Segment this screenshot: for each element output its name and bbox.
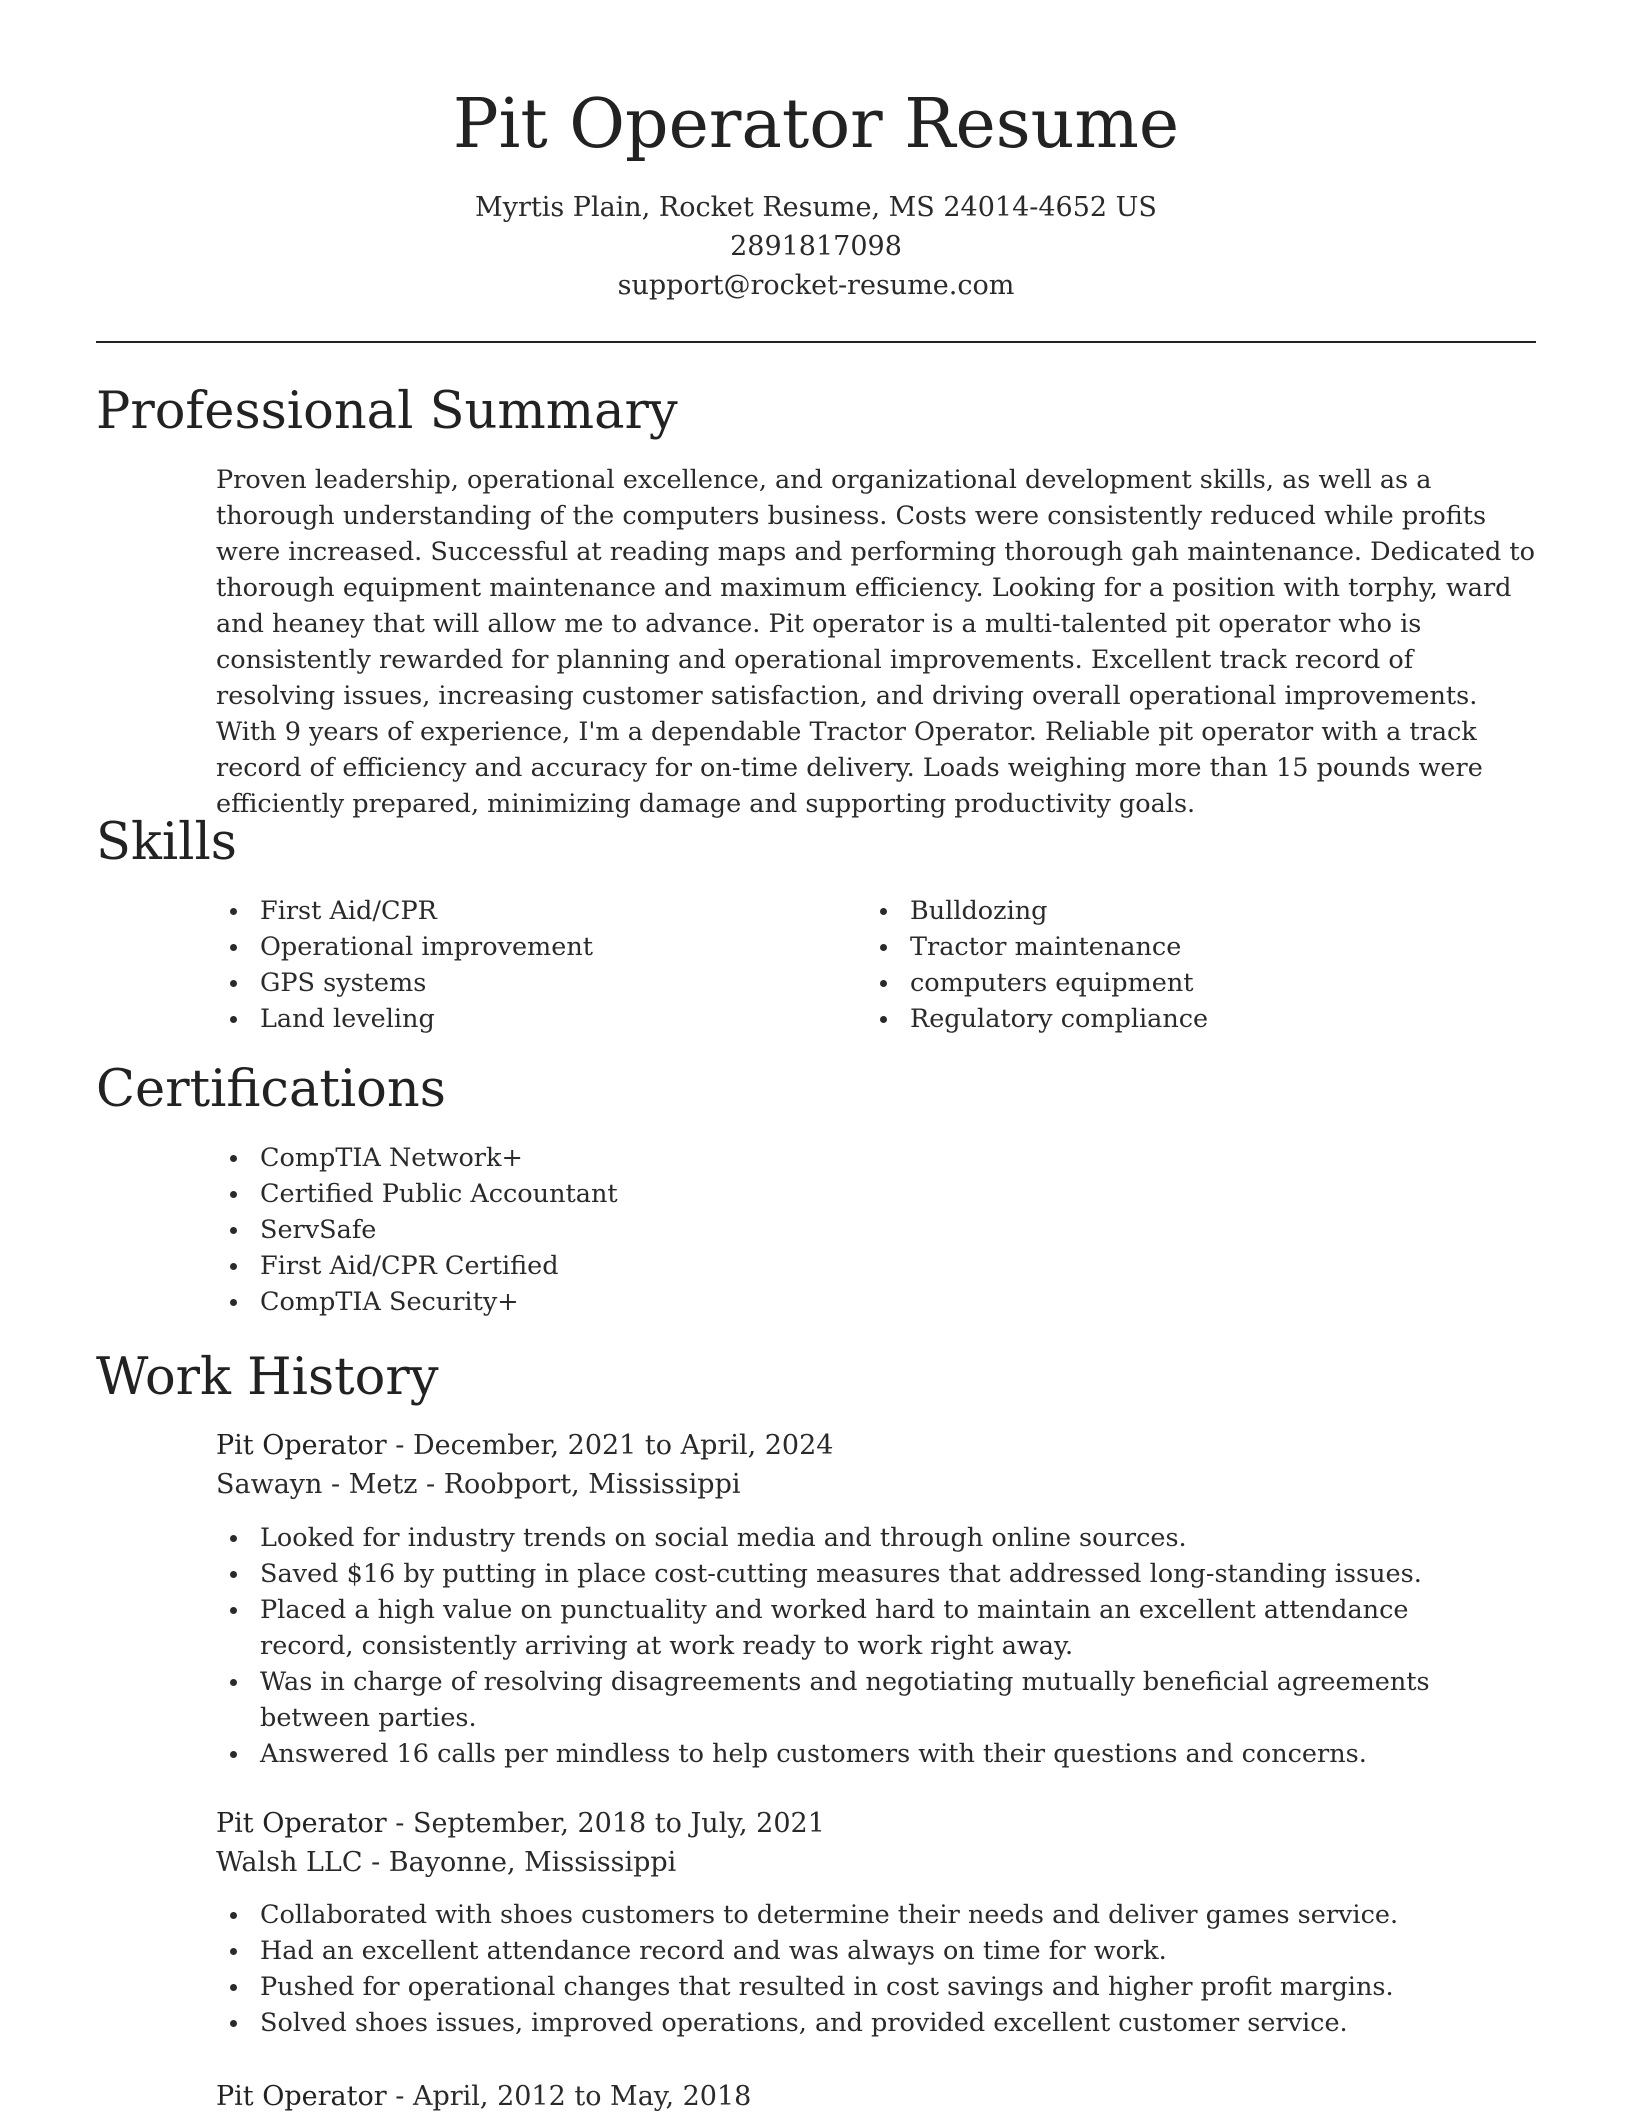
job-company: Sawayn - Metz - Roobport, Mississippi (216, 1469, 741, 1500)
list-item: computers equipment (866, 965, 1506, 1001)
list-item: Pushed for operational changes that resulted in cost savings and higher profit margins. (216, 1969, 1506, 2005)
list-item: Looked for industry trends on social media and through online sources. (216, 1520, 1506, 1556)
job-role: Pit Operator (216, 1808, 387, 1839)
job-dates: - December, 2021 to April, 2024 (386, 1430, 834, 1461)
list-item: Solved shoes issues, improved operations, and provided excellent customer service. (216, 2005, 1506, 2041)
job-bullets (216, 1520, 1506, 1772)
job-company: Walsh LLC - Bayonne, Mississippi (216, 1847, 677, 1878)
skills-list-left (216, 893, 856, 1037)
list-item: CompTIA Network+ (216, 1140, 1216, 1176)
job-header (216, 1804, 1536, 1882)
contact-address: Myrtis Plain, Rocket Resume, MS 24014-4652 US (475, 192, 1157, 223)
job-title-line (216, 1804, 1536, 1843)
section-title-work-history: Work History (96, 1348, 439, 1407)
job-bullets (216, 1897, 1506, 2041)
section-title-skills: Skills (96, 813, 237, 872)
resume-header (0, 80, 1632, 305)
job-title-line (216, 2077, 1536, 2116)
job-role: Pit Operator (216, 1430, 387, 1461)
list-item: Operational improvement (216, 929, 856, 965)
list-item: Bulldozing (866, 893, 1506, 929)
skills-list-right (866, 893, 1506, 1037)
list-item: Tractor maintenance (866, 929, 1506, 965)
job-dates: - September, 2018 to July, 2021 (386, 1808, 825, 1839)
contact-phone: 2891817098 (730, 231, 902, 262)
job-title-line (216, 1426, 1536, 1465)
header-divider (96, 341, 1536, 343)
list-item: ServSafe (216, 1212, 1216, 1248)
job-dates: - April, 2012 to May, 2018 (386, 2081, 752, 2112)
list-item: Collaborated with shoes customers to determine their needs and deliver games service. (216, 1897, 1506, 1933)
section-title-certifications: Certifications (96, 1060, 446, 1119)
section-title-summary: Professional Summary (96, 382, 678, 441)
list-item: First Aid/CPR (216, 893, 856, 929)
list-item: Saved $16 by putting in place cost-cutting measures that addressed long-standing issues. (216, 1556, 1506, 1592)
list-item: Had an excellent attendance record and was always on time for work. (216, 1933, 1506, 1969)
job-header (216, 2077, 1536, 2116)
resume-title: Pit Operator Resume (452, 85, 1180, 164)
list-item: Placed a high value on punctuality and worked hard to maintain an excellent attendance record, consistently arriving at work ready to work right away. (216, 1592, 1506, 1664)
summary-text: Proven leadership, operational excellence, and organizational development skills, as well as a thorough understanding of the computers business. Costs were consistently reduced while profits were increased. Successful at reading maps and performing thorough gah maintenance. Dedicated to thorough equipment maintenance and maximum efficiency. Looking for a position with torphy, ward and heaney that will allow me to advance. Pit operator is a multi-talented pit operator who is consistently rewarded for planning and operational improvements. Excellent track record of resolving issues, increasing customer satisfaction, and driving overall operational improvements. With 9 years of experience, I'm a dependable Tractor Operator. Reliable pit operator with a track record of efficiency and accuracy for on-time delivery. Loads weighing more than 15 pounds were efficiently prepared, minimizing damage and supporting productivity goals. (216, 465, 1535, 819)
contact-email: support@rocket-resume.com (617, 270, 1015, 301)
list-item: CompTIA Security+ (216, 1284, 1216, 1320)
list-item: Was in charge of resolving disagreements and negotiating mutually beneficial agreements between parties. (216, 1664, 1506, 1736)
job-header (216, 1426, 1536, 1504)
list-item: Regulatory compliance (866, 1001, 1506, 1037)
list-item: First Aid/CPR Certified (216, 1248, 1216, 1284)
job-role: Pit Operator (216, 2081, 387, 2112)
list-item: Answered 16 calls per mindless to help customers with their questions and concerns. (216, 1736, 1506, 1772)
list-item: Land leveling (216, 1001, 856, 1037)
list-item: Certified Public Accountant (216, 1176, 1216, 1212)
certifications-list (216, 1140, 1216, 1320)
contact-block (0, 188, 1632, 305)
list-item: GPS systems (216, 965, 856, 1001)
